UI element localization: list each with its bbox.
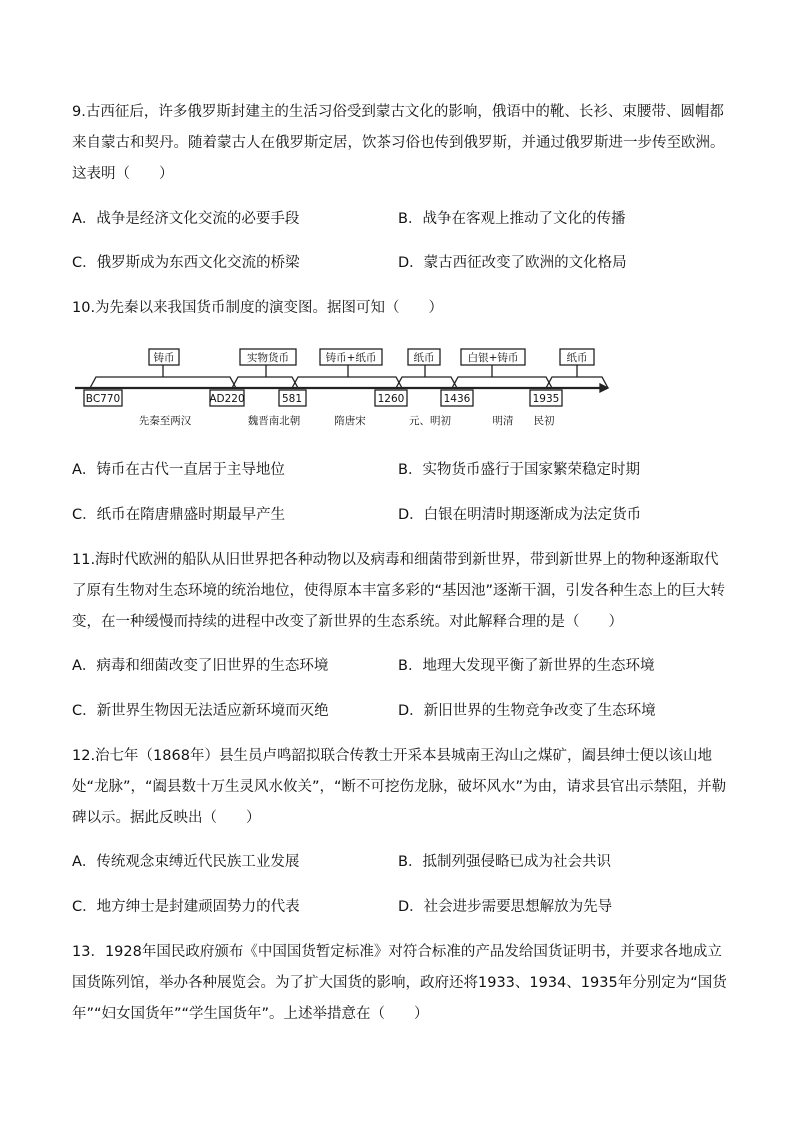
q10-option-a[interactable]: A．铸币在古代一直居于主导地位 [72,462,285,478]
timeline-year-label: 1436 [443,393,471,405]
q9-option-c[interactable]: C．俄罗斯成为东西文化交流的桥梁 [72,255,300,271]
question-10-stem: 10.为先秦以来我国货币制度的演变图。据图可知（ ） [72,300,444,316]
timeline-box-label: 纸币 [566,352,588,364]
timeline-period-label: 先秦至两汉 [138,415,192,427]
timeline-box-label: 实物货币 [247,352,289,364]
question-12-stem: 12.治七年（1868年）县生员卢鸣韶拟联合传教士开采本县城南王沟山之煤矿，阖县绅士便以该山地处“龙脉”，“阖县数十万生灵风水攸关”，“断不可挖伤龙脉，破坏风水”为由，请求县官出示禁阻，并勒碑以示。据此反映出（ ） [72,748,727,826]
q10-option-d[interactable]: D．白银在明清时期逐渐成为法定货币 [398,507,642,523]
timeline-period-label: 元、明初 [409,415,451,427]
q11-option-a[interactable]: A．病毒和细菌改变了旧世界的生态环境 [72,658,329,674]
timeline-box-label: 铸币+纸币 [325,352,377,364]
timeline-year-label: 581 [281,393,303,405]
q12-option-b[interactable]: B．抵制列强侵略已成为社会共识 [398,854,611,870]
timeline-box-label: 纸币 [413,352,435,364]
q12-option-c[interactable]: C．地方绅士是封建顽固势力的代表 [72,899,300,915]
timeline-year-label: BC770 [85,393,121,405]
q11-option-b[interactable]: B．地理大发现平衡了新世界的生态环境 [398,658,655,674]
q10-option-c[interactable]: C．纸币在隋唐鼎盛时期最早产生 [72,507,286,523]
timeline-period-label: 隋唐宋 [334,415,366,427]
q11-option-d[interactable]: D．新旧世界的生物竞争改变了生态环境 [398,703,656,719]
timeline-year-label: 1260 [377,393,405,405]
currency-timeline-diagram [70,345,615,430]
question-13-stem: 13．1928年国民政府颁布《中国国货暂定标准》对符合标准的产品发给国货证明书，并要求各地成立国货陈列馆，举办各种展览会。为了扩大国货的影响，政府还将1933、1934、1935年分别定为“国货年”“妇女国货年”“学生国货年”。上述举措意在（ ） [72,944,727,1022]
q10-option-b[interactable]: B．实物货币盛行于国家繁荣稳定时期 [398,462,640,478]
question-11-stem: 11.海时代欧洲的船队从旧世界把各种动物以及病毒和细菌带到新世界，带到新世界上的物种逐渐取代了原有生物对生态环境的统治地位，使得原本丰富多彩的“基因池”逐渐干涸，引发各种生态上的巨大转变，在一种缓慢而持续的进程中改变了新世界的生态系统。对此解释合理的是（ ） [72,552,726,630]
timeline-box-label: 白银+铸币 [467,352,519,364]
timeline-period-label: 民初 [533,415,555,427]
q12-option-d[interactable]: D．社会进步需要思想解放为先导 [398,899,613,915]
q9-option-d[interactable]: D．蒙古西征改变了欧洲的文化格局 [398,255,627,271]
q9-option-b[interactable]: B．战争在客观上推动了文化的传播 [398,211,626,227]
timeline-year-label: 1935 [532,393,560,405]
timeline-box-label: 铸币 [153,352,175,364]
q12-option-a[interactable]: A．传统观念束缚近代民族工业发展 [72,854,300,870]
question-9-stem: 9.古西征后，许多俄罗斯封建主的生活习俗受到蒙古文化的影响，俄语中的靴、长衫、束腰带、圆帽都来自蒙古和契丹。随着蒙古人在俄罗斯定居，饮茶习俗也传到俄罗斯，并通过俄罗斯进一步传至欧洲。这表明（ ） [72,104,725,182]
timeline-period-label: 魏晋南北朝 [247,415,301,427]
timeline-year-label: AD220 [209,393,245,405]
timeline-period-label: 明清 [492,415,514,427]
q11-option-c[interactable]: C．新世界生物因无法适应新环境而灭绝 [72,703,329,719]
q9-option-a[interactable]: A．战争是经济文化交流的必要手段 [72,211,300,227]
